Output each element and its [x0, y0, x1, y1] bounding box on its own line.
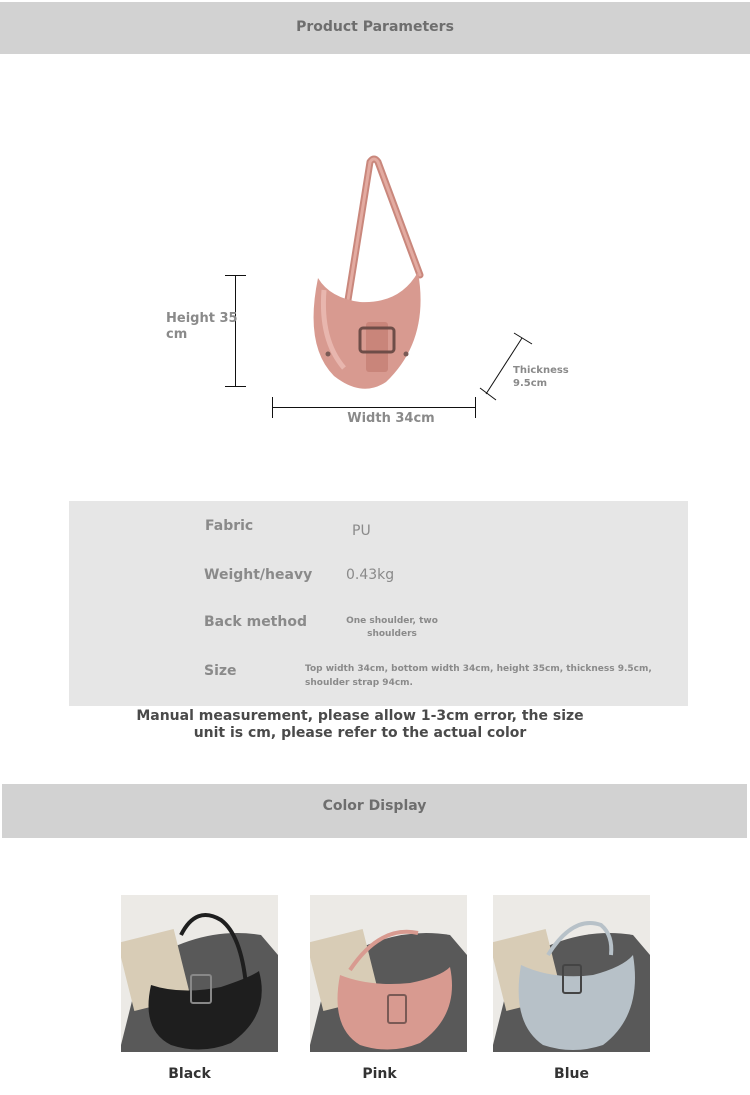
size-value: Top width 34cm, bottom width 34cm, height 35cm, thickness 9.5cm, shoulder strap 94cm.	[305, 664, 652, 688]
blue-label: Blue	[554, 1066, 589, 1082]
weight-value: 0.43kg	[346, 567, 395, 583]
product-parameters-banner	[0, 2, 750, 54]
fabric-value: PU	[352, 523, 371, 539]
blue-bag-thumbnail[interactable]	[493, 895, 650, 1052]
black-label: Black	[168, 1066, 211, 1082]
width-label: Width 34cm	[347, 411, 435, 426]
thickness-label: Thickness 9.5cm	[513, 365, 569, 389]
color-display-banner	[2, 784, 747, 838]
size-name: Size	[204, 663, 237, 679]
black-bag-thumbnail[interactable]	[121, 895, 278, 1052]
color-display-title: Color Display	[322, 798, 427, 814]
back-method-name: Back method	[204, 614, 307, 630]
pink-bag-illustration	[290, 150, 450, 410]
weight-name: Weight/heavy	[204, 567, 313, 583]
width-dimension-line	[272, 407, 475, 408]
height-label: Height 35 cm	[166, 311, 238, 342]
pink-bag-photo	[310, 895, 467, 1052]
pink-label: Pink	[362, 1066, 397, 1082]
blue-bag-photo	[493, 895, 650, 1052]
pink-bag-thumbnail[interactable]	[310, 895, 467, 1052]
width-dimension-tick-left	[272, 397, 273, 418]
height-dimension-tick-bottom	[225, 386, 246, 387]
product-parameters-title: Product Parameters	[296, 19, 454, 35]
height-dimension-tick-top	[225, 275, 246, 276]
parameter-table	[69, 501, 688, 706]
back-method-value: One shoulder, two shoulders	[346, 616, 438, 639]
fabric-name: Fabric	[205, 518, 254, 534]
width-dimension-tick-right	[475, 397, 476, 418]
measurement-note: Manual measurement, please allow 1-3cm error, the size unit is cm, please refer to the actual color	[136, 708, 584, 741]
black-bag-photo	[121, 895, 278, 1052]
